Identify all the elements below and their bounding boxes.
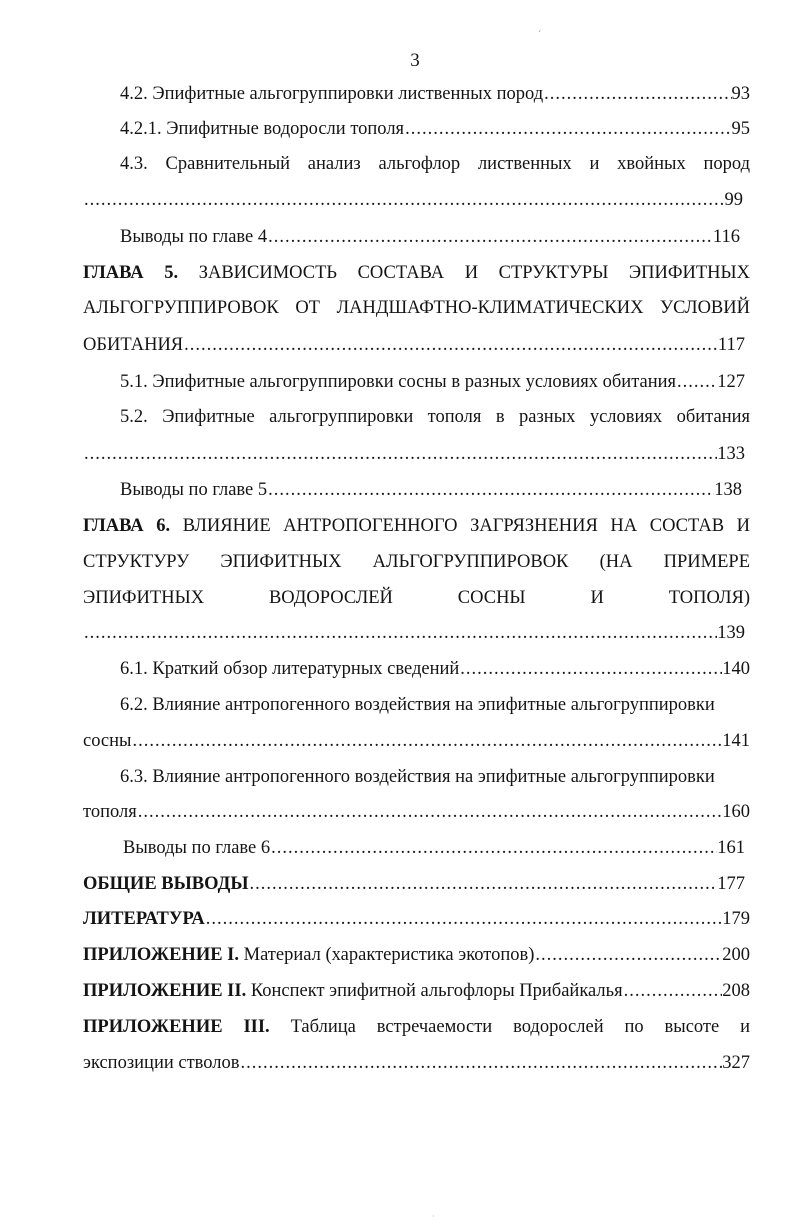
toc-entry-conclusions-4 [120,225,740,249]
toc-entry-title: 5.1. Эпифитные альгогруппировки сосны в разных условиях обитания [120,372,677,392]
toc-entry-title: Выводы по главе 4 [120,227,268,247]
toc-entry-title: экспозиции стволов [83,1053,240,1073]
toc-chapter-5-line-1 [83,261,750,285]
toc-page-number: 116 [712,227,740,247]
toc-entry-references [83,907,750,931]
toc-entry-title: 6.1. Краткий обзор литературных сведений [120,659,460,679]
toc-chapter-5-line-2: АЛЬГОГРУППИРОВОК ОТ ЛАНДШАФТНО-КЛИМАТИЧЕСКИХ УСЛОВИЙ [83,298,750,318]
toc-entry-conclusions-5 [120,478,742,502]
toc-entry-5-2: 5.2. Эпифитные альгогруппировки тополя в разных условиях обитания [120,407,750,427]
appendix-label: ПРИЛОЖЕНИЕ III. [83,1017,270,1037]
toc-entry-title: ОБЩИЕ ВЫВОДЫ [83,874,249,894]
toc-page-number: 327 [722,1053,750,1073]
toc-entry-appendix-3-continuation [83,1051,750,1075]
toc-page-number: 200 [722,945,750,965]
toc-leader [623,979,723,1003]
toc-page-number: 177 [717,874,745,894]
toc-page-number: 141 [722,731,750,751]
toc-leader [534,943,722,967]
toc-page-number: 133 [717,444,745,464]
toc-entry-5-1 [120,370,745,394]
toc-entry-conclusions-6 [123,836,745,860]
toc-leader [183,333,718,357]
toc-chapter-6-line-1 [83,514,750,538]
toc-chapter-6-line-2: СТРУКТУРУ ЭПИФИТНЫХ АЛЬГОГРУППИРОВОК (НА ПРИМЕРЕ [83,552,750,572]
toc-leader [404,117,731,141]
toc-page-number: 161 [717,838,745,858]
toc-entry-title: Таблица встречаемости водорослей по высоте и [290,1017,750,1037]
toc-leader [249,872,718,896]
toc-page-number: 139 [717,623,745,643]
toc-entry-appendix-2 [83,979,750,1003]
toc-page-number: 117 [717,335,745,355]
toc-leader [240,1051,723,1075]
toc-entry-appendix-1 [83,943,750,967]
toc-entry-title: ОБИТАНИЯ [83,335,184,355]
toc-leader [137,800,723,824]
toc-entry-6-3-continuation [83,800,750,824]
toc-entry-4-3: 4.3. Сравнительный анализ альгофлор лиственных и хвойных пород [120,154,750,174]
toc-page-number: 127 [717,372,745,392]
toc-entry-6-2-continuation [83,729,750,753]
toc-page-number: 208 [722,981,750,1001]
scan-dot: · [432,1212,435,1221]
toc-entry-appendix-3 [83,1015,750,1039]
toc-leader [131,729,722,753]
toc-entry-title: Материал (характеристика экотопов) [243,945,535,965]
toc-chapter-6-continuation [83,621,745,645]
toc-entry-title: 4.2. Эпифитные альгогруппировки лиственных пород [120,84,544,104]
toc-leader [83,621,717,645]
chapter-title: ЗАВИСИМОСТЬ СОСТАВА И СТРУКТУРЫ ЭПИФИТНЫХ [198,263,750,283]
toc-entry-4-2 [120,82,750,106]
chapter-label: ГЛАВА 6. [83,516,171,536]
toc-chapter-6-line-3: ЭПИФИТНЫХ ВОДОРОСЛЕЙ СОСНЫ И ТОПОЛЯ) [83,588,750,608]
toc-entry-6-1 [120,657,750,681]
chapter-title: ВЛИЯНИЕ АНТРОПОГЕННОГО ЗАГРЯЗНЕНИЯ НА СОСТАВ И [182,516,750,536]
toc-entry-general-conclusions [83,872,745,896]
toc-entry-title: тополя [83,802,137,822]
toc-page-number: 160 [722,802,750,822]
toc-entry-title: Конспект эпифитной альгофлоры Прибайкалья [250,981,623,1001]
toc-leader [83,442,717,466]
toc-entry-6-2: 6.2. Влияние антропогенного воздействия на эпифитные альгогруппировки [120,695,715,715]
toc-page-number: 93 [731,84,750,104]
scan-mark: ˊ [538,30,542,41]
toc-leader [270,836,717,860]
appendix-label: ПРИЛОЖЕНИЕ II. [83,981,247,1001]
toc-leader [267,225,713,249]
toc-page-number: 179 [722,909,750,929]
page-number: 3 [410,50,420,71]
toc-chapter-5-line-3 [83,333,745,357]
toc-page-number: 138 [714,480,742,500]
toc-page-number: 140 [722,659,750,679]
toc-page-number: 95 [731,119,750,139]
toc-entry-title: Выводы по главе 6 [123,838,271,858]
toc-page-number: 99 [724,190,743,210]
chapter-label: ГЛАВА 5. [83,263,179,283]
toc-entry-title: Выводы по главе 5 [120,480,268,500]
toc-entry-6-3: 6.3. Влияние антропогенного воздействия на эпифитные альгогруппировки [120,767,715,787]
toc-leader [205,907,723,931]
toc-entry-4-2-1 [120,117,750,141]
toc-entry-title: ЛИТЕРАТУРА [83,909,205,929]
toc-entry-title: сосны [83,731,132,751]
toc-entry-5-2-continuation [83,442,745,466]
appendix-label: ПРИЛОЖЕНИЕ I. [83,945,239,965]
toc-entry-4-3-continuation [83,188,743,212]
toc-leader [459,657,722,681]
toc-leader [543,82,731,106]
toc-entry-title: 4.2.1. Эпифитные водоросли тополя [120,119,405,139]
toc-leader [676,370,717,394]
toc-leader [267,478,714,502]
toc-leader [83,188,725,212]
